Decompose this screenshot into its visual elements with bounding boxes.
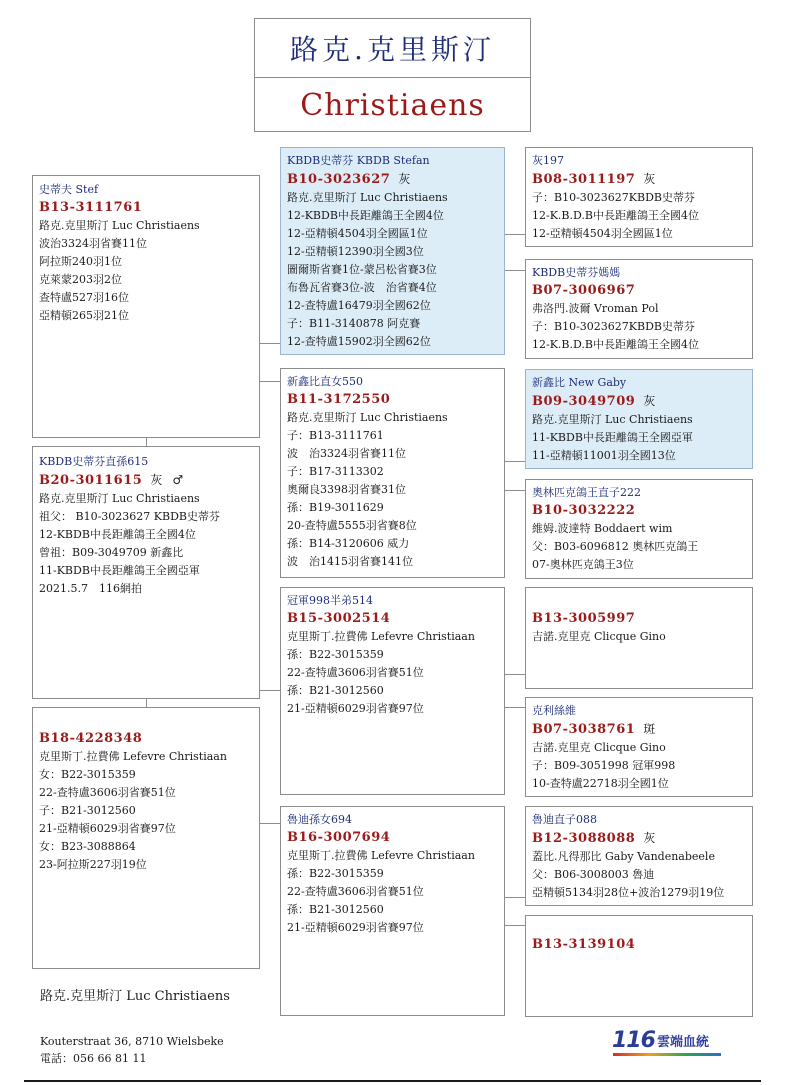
pedigree-box-sire bbox=[32, 175, 260, 438]
bird-name: 克利絲維 bbox=[532, 704, 576, 717]
record-line: 12-KBDB中長距離鴿王全國4位 bbox=[287, 209, 444, 222]
feather-color: 灰 bbox=[643, 831, 656, 845]
owner-contact bbox=[40, 1033, 224, 1067]
pedigree-box-dam bbox=[32, 707, 260, 969]
record-line: 孫：B21-3012560 bbox=[287, 684, 384, 697]
ring-row bbox=[287, 391, 498, 409]
record-line: 父：B06-3008003 魯迪 bbox=[532, 868, 655, 881]
connector-dd-dds bbox=[504, 897, 526, 898]
title-chinese: 路克.克里斯汀 bbox=[290, 33, 495, 66]
connector-ds-dss bbox=[504, 674, 526, 675]
record-line: 11-KBDB中長距離鴿王全國亞軍 bbox=[532, 431, 693, 444]
record-line: 12-亞精頓4504羽全國區1位 bbox=[532, 227, 673, 240]
record-line: 查特盧527羽16位 bbox=[39, 291, 129, 304]
record-line: 蓋比.凡得那比 Gaby Vandenabeele bbox=[532, 850, 715, 863]
ring-row bbox=[39, 199, 253, 217]
ring-number: B13-3111761 bbox=[39, 200, 143, 215]
ring-row bbox=[532, 720, 746, 739]
record-line: 子：B11-3140878 阿克賽 bbox=[287, 317, 421, 330]
record-line: 20-查特盧5555羽省賽8位 bbox=[287, 519, 417, 532]
record-line: 亞精頓5134羽28位+波治1279羽19位 bbox=[532, 886, 725, 899]
connector-sire-ss bbox=[259, 343, 281, 344]
ring-number: B07-3006967 bbox=[532, 283, 636, 298]
ring-number: B13-3139104 bbox=[532, 937, 636, 952]
connector-sire-subject bbox=[146, 437, 147, 446]
logo-text: 雲端血統 bbox=[656, 1035, 709, 1050]
record-line: 11-亞精頓11001羽全國13位 bbox=[532, 449, 676, 462]
ring-row bbox=[532, 282, 746, 300]
pedigree-box-ssd bbox=[525, 259, 753, 359]
record-line: 路克.克里斯汀 Luc Christiaens bbox=[39, 219, 200, 232]
record-line: 12-K.B.D.B中長距離鴿王全國4位 bbox=[532, 338, 700, 351]
ring-row bbox=[532, 936, 746, 954]
ring-number: B08-3011197 bbox=[532, 172, 636, 187]
ring-number: B20-3011615 bbox=[39, 473, 143, 488]
record-line: 弗洛門.波爾 Vroman Pol bbox=[532, 302, 659, 315]
record-line: 克里斯丁.拉費佛 Lefevre Christiaan bbox=[287, 630, 475, 643]
record-line: 21-亞精頓6029羽省賽97位 bbox=[287, 702, 424, 715]
pedigree-box-sss bbox=[525, 147, 753, 247]
bird-name: 奧林匹克鴿王直子222 bbox=[532, 486, 641, 499]
ring-row bbox=[287, 610, 498, 628]
pedigree-box-sire-sire bbox=[280, 147, 505, 355]
connector-sd-sdd bbox=[504, 490, 526, 491]
record-line: 子：B21-3012560 bbox=[39, 804, 136, 817]
feather-color: 灰 bbox=[150, 473, 163, 487]
pedigree-box-sire-dam bbox=[280, 368, 505, 578]
record-line: 子：B09-3051998 冠軍998 bbox=[532, 759, 676, 772]
bird-name: 新鑫比直女550 bbox=[287, 375, 363, 388]
ring-row bbox=[532, 610, 746, 628]
record-line: 22-查特盧3606羽省賽51位 bbox=[39, 786, 176, 799]
record-line: 10-查特盧22718羽全國1位 bbox=[532, 777, 669, 790]
sex-icon: ♂ bbox=[172, 473, 184, 487]
record-line: 女：B22-3015359 bbox=[39, 768, 136, 781]
record-line: 維姆.波達特 Boddaert wim bbox=[532, 522, 673, 535]
bird-name: 史蒂夫 Stef bbox=[39, 183, 99, 196]
record-line: 父：B03-6096812 奧林匹克鴿王 bbox=[532, 540, 699, 553]
record-line: 12-亞精頓4504羽全國區1位 bbox=[287, 227, 428, 240]
pedigree-box-sdd bbox=[525, 479, 753, 579]
record-line: 布魯瓦省賽3位-波 治省賽4位 bbox=[287, 281, 437, 294]
connector-dam-ds bbox=[259, 690, 281, 691]
connector-ss-ssx bbox=[504, 234, 526, 235]
ring-number: B13-3005997 bbox=[532, 611, 636, 626]
bird-name: KBDB史蒂芬 KBDB Stefan bbox=[287, 154, 430, 167]
record-line: 22-查特盧3606羽省賽51位 bbox=[287, 885, 424, 898]
bird-name: 魯迪直子088 bbox=[532, 813, 597, 826]
bird-name: 灰197 bbox=[532, 154, 564, 167]
pedigree-box-dam-sire bbox=[280, 587, 505, 795]
record-line: 12-查特盧15902羽全國62位 bbox=[287, 335, 431, 348]
ring-number: B15-3002514 bbox=[287, 611, 391, 626]
record-line: 2021.5.7 116網拍 bbox=[39, 582, 142, 595]
record-line: 吉諾.克里克 Clicque Gino bbox=[532, 630, 666, 643]
record-line: 路克.克里斯汀 Luc Christiaens bbox=[287, 191, 448, 204]
pedigree-box-subject bbox=[32, 446, 260, 699]
record-line: 23-阿拉斯227羽19位 bbox=[39, 858, 147, 871]
record-line: 圖爾斯省賽1位-蒙呂松省賽3位 bbox=[287, 263, 437, 276]
record-line: 孫：B21-3012560 bbox=[287, 903, 384, 916]
record-line: 亞精頓265羽21位 bbox=[39, 309, 129, 322]
record-line: 子：B10-3023627KBDB史蒂芬 bbox=[532, 191, 695, 204]
record-line: 克里斯丁.拉費佛 Lefevre Christiaan bbox=[39, 750, 227, 763]
ring-number: B18-4228348 bbox=[39, 731, 143, 746]
ring-row bbox=[287, 829, 498, 847]
record-line: 奧爾良3398羽省賽31位 bbox=[287, 483, 406, 496]
pedigree-box-dss bbox=[525, 587, 753, 689]
owner-name: 路克.克里斯汀 Luc Christiaens bbox=[40, 989, 230, 1004]
owner-phone: 電話：056 66 81 11 bbox=[40, 1052, 147, 1065]
ring-row bbox=[39, 471, 253, 490]
connector-ss-ssd bbox=[504, 270, 526, 271]
pedigree-title-box bbox=[254, 18, 531, 132]
ring-number: B09-3049709 bbox=[532, 394, 636, 409]
title-english: Christiaens bbox=[300, 88, 485, 123]
record-line: 克萊蒙203羽2位 bbox=[39, 273, 122, 286]
record-line: 07-奧林匹克鴿王3位 bbox=[532, 558, 634, 571]
record-line: 12-KBDB中長距離鴿王全國4位 bbox=[39, 528, 196, 541]
record-line: 路克.克里斯汀 Luc Christiaens bbox=[287, 411, 448, 424]
pedigree-box-dam-dam bbox=[280, 806, 505, 1016]
connector-dam-dd bbox=[259, 823, 281, 824]
record-line: 女：B23-3088864 bbox=[39, 840, 136, 853]
ring-row bbox=[39, 730, 253, 748]
record-line: 波治3324羽省賽11位 bbox=[39, 237, 147, 250]
record-line: 曾祖：B09-3049709 新鑫比 bbox=[39, 546, 184, 559]
record-line: 孫：B22-3015359 bbox=[287, 648, 384, 661]
record-line: 11-KBDB中長距離鴿王全國亞軍 bbox=[39, 564, 200, 577]
owner-address: Kouterstraat 36, 8710 Wielsbeke bbox=[40, 1035, 224, 1048]
record-line: 波 治3324羽省賽11位 bbox=[287, 447, 406, 460]
record-line: 12-K.B.D.B中長距離鴿王全國4位 bbox=[532, 209, 700, 222]
page-bottom-rule bbox=[24, 1080, 761, 1082]
pedigree-box-ddd bbox=[525, 915, 753, 1017]
ring-row bbox=[532, 829, 746, 848]
record-line: 阿拉斯240羽1位 bbox=[39, 255, 122, 268]
ring-row bbox=[532, 170, 746, 189]
record-line: 21-亞精頓6029羽省賽97位 bbox=[287, 921, 424, 934]
ring-number: B12-3088088 bbox=[532, 831, 636, 846]
record-line: 孫：B19-3011629 bbox=[287, 501, 384, 514]
record-line: 子：B17-3113302 bbox=[287, 465, 384, 478]
record-line: 12-亞精頓12390羽全國3位 bbox=[287, 245, 424, 258]
connector-ds-dsd bbox=[504, 707, 526, 708]
ring-number: B16-3007694 bbox=[287, 830, 391, 845]
feather-color: 灰 bbox=[398, 172, 411, 186]
pedigree-box-sds bbox=[525, 369, 753, 469]
record-line: 吉諾.克里克 Clicque Gino bbox=[532, 741, 666, 754]
record-line: 子：B13-3111761 bbox=[287, 429, 384, 442]
ring-number: B10-3032222 bbox=[532, 503, 636, 518]
record-line: 路克.克里斯汀 Luc Christiaens bbox=[39, 492, 200, 505]
ring-row bbox=[532, 502, 746, 520]
record-line: 12-查特盧16479羽全國62位 bbox=[287, 299, 431, 312]
ring-row bbox=[287, 170, 498, 189]
feather-color: 灰 bbox=[643, 172, 656, 186]
feather-color: 灰 bbox=[643, 394, 656, 408]
ring-number: B10-3023627 bbox=[287, 172, 391, 187]
bird-name: KBDB史蒂芬媽媽 bbox=[532, 266, 621, 279]
record-line: 孫：B14-3120606 威力 bbox=[287, 537, 410, 550]
bird-name: KBDB史蒂芬直孫615 bbox=[39, 455, 149, 468]
record-line: 孫：B22-3015359 bbox=[287, 867, 384, 880]
bird-name: 冠軍998半弟514 bbox=[287, 594, 373, 607]
connector-subject-dam bbox=[146, 698, 147, 707]
ring-row bbox=[532, 392, 746, 411]
record-line: 祖父： B10-3023627 KBDB史蒂芬 bbox=[39, 510, 220, 523]
pedigree-box-dds bbox=[525, 806, 753, 906]
pedigree-box-dsd bbox=[525, 697, 753, 797]
ring-number: B07-3038761 bbox=[532, 722, 636, 737]
connector-sire-sd bbox=[259, 381, 281, 382]
logo-underline bbox=[613, 1053, 721, 1056]
ring-number: B11-3172550 bbox=[287, 392, 391, 407]
record-line: 21-亞精頓6029羽省賽97位 bbox=[39, 822, 176, 835]
brand-logo[interactable] bbox=[612, 1030, 709, 1052]
record-line: 克里斯丁.拉費佛 Lefevre Christiaan bbox=[287, 849, 475, 862]
bird-name: 新鑫比 New Gaby bbox=[532, 376, 627, 389]
connector-dd-ddd bbox=[504, 925, 526, 926]
record-line: 路克.克里斯汀 Luc Christiaens bbox=[532, 413, 693, 426]
record-line: 子：B10-3023627KBDB史蒂芬 bbox=[532, 320, 695, 333]
connector-sd-sds bbox=[504, 461, 526, 462]
logo-number: 116 bbox=[612, 1028, 655, 1053]
record-line: 22-查特盧3606羽省賽51位 bbox=[287, 666, 424, 679]
bird-name: 魯迪孫女694 bbox=[287, 813, 352, 826]
feather-color: 斑 bbox=[643, 722, 656, 736]
record-line: 波 治1415羽省賽141位 bbox=[287, 555, 413, 568]
